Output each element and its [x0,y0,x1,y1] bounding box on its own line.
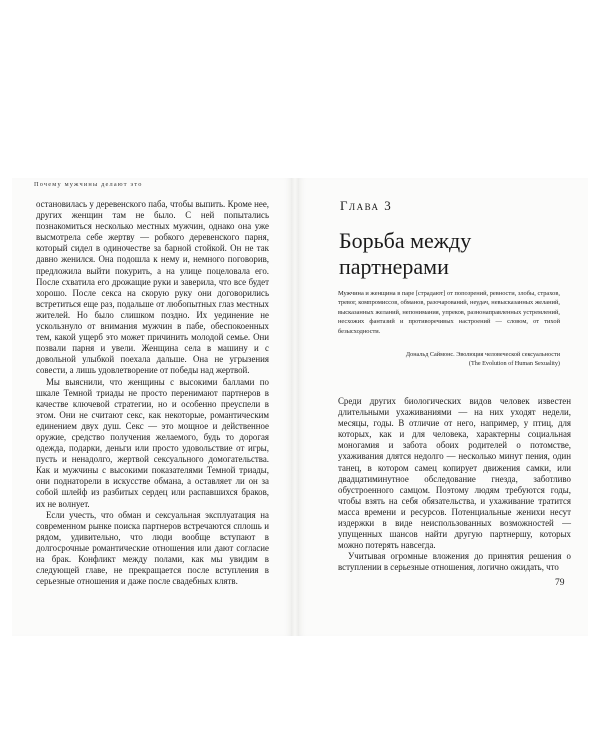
left-paragraph-2: Мы выяснили, что женщины с высокими баллами по шкале Темной триады не просто перенимают партнеров в качестве ключевой стратегии, но и особенно преуспели в этом. Они не считают секс, как некоторые, романтическим единением двух душ. Секс — это мощное и действенное оружие, средство получения желаемого, будь то дорогая одежда, подарки, деньги или просто удовольствие от игры, пусть и ненадолго, жертвой сексуального домогательства. Как и мужчины с высокими показателями Темной триады, они поднаторели в искусстве обмана, а оставляет ли он за собой шлейф из разбитых сердец или распавшихся браков, их не волнует. [36,376,269,509]
epigraph-author: Дональд Саймонс. Эволюция человеческой сексуальности [405,351,560,358]
right-body-text [338,396,571,574]
running-head: Почему мужчины делают это [34,181,143,188]
book-gutter [291,178,299,636]
left-paragraph-3: Если учесть, что обман и сексуальная эксплуатация на современном рынке поиска партнеров встречаются сплошь и рядом, удивительно, что люди вообще вступают в долгосрочные романтические отношения или дают согласие на брак. Конфликт между полами, как мы увидим в следующей главе, не прекращается после вступления в серьезные отношения и даже после свадебных клятв. [36,509,269,587]
chapter-label: Глава 3 [340,198,393,213]
epigraph [338,289,560,336]
epigraph-text: Мужчина и женщина в паре [страдают] от попозрений, ревности, злобы, страхов, тревог, компромиссов, обманов, разочарований, неудач, невысказанных желаний, высказанных желаний, непонимания, упреков, разнонаправленных устремлений, несхожих фантазий и противоречивых настроений — словом, от тихой безысходности. [338,290,560,335]
epigraph-attribution [338,350,560,369]
left-body-text [36,199,269,587]
page-number: 79 [555,578,565,588]
right-paragraph-2: Учитывая огромные вложения до принятия решения о вступлении в серьезные отношения, логично ожидать, что [338,551,571,573]
chapter-title: Борьба между партнерами [339,228,472,279]
right-paragraph-1: Среди других биологических видов человек известен длительными ухаживаниями — на них уходят недели, месяцы, годы. В отличие от него, например, у птиц, для которых, как и для человека, характерны социальная моногамия и забота обоих родителей о потомстве, ухаживания длятся недолго — несколько минут пения, один танец, в котором самец копирует движения самки, или двадцатиминутное обследование гнезда, заботливо обустроенного самцом. Поэтому людям требуются годы, чтобы взять на себя обязательства, и ухаживание тратится масса времени и ресурсов. Потенциальные женихи несут издержки в виде неиспользованных возможностей — упущенных шансов найти другую партнершу, которых можно потерять навсегда. [338,396,571,551]
epigraph-source: (The Evolution of Human Sexuality) [468,360,560,368]
left-paragraph-1: остановилась у деревенского паба, чтобы выпить. Кроме нее, других женщин там не было. С ней попытались познакомиться несколько местных мужчин, однако она уже высмотрела себе жертву — робкого деревенского парня, который сидел в одиночестве за барной стойкой. Он не так давно женился. Она подошла к нему и, немного поговорив, предложила выйти покурить, а на улице поцеловала его. После схватила его дрожащие руки и заверила, что все будет хорошо. После секса на скорую руку они договорились встретиться еще раз, подальше от любопытных глаз местных жителей. Но было слишком поздно. Их уединение не ускользнуло от внимания мужчин в пабе, обеспокоенных тем, какой ущерб это может причинить молодой семье. Они позвали парня и увели. Женщина села в машину и с довольной улыбкой поехала дальше. Она не угрызения совести, а лишь удовлетворение от победы над жертвой. [36,199,269,376]
